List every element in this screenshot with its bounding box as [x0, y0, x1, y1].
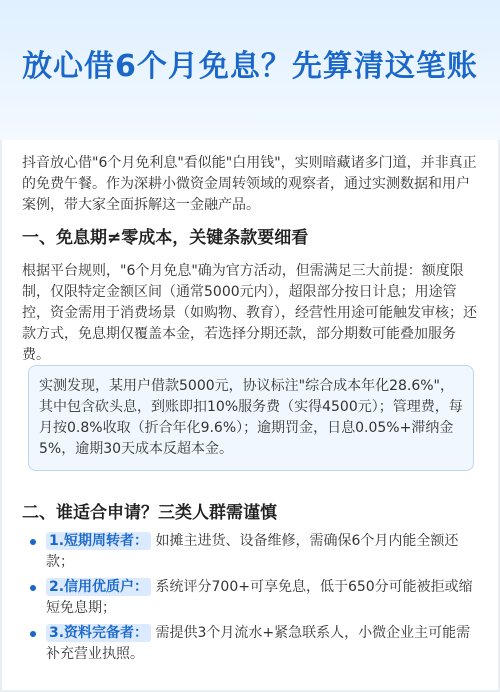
header-banner: [0, 0, 500, 140]
list-item: [28, 531, 480, 573]
list-item-tag: 1.短期周转者：: [46, 532, 151, 550]
callout-text: 实测发现，某用户借款5000元，协议标注"综合成本年化28.6%"，其中包含砍头息，到账即扣10%服务费（实得4500元）；管理费，每月按0.8%收取（折合年化9.6%）；逾期罚金，日息0.05%+滞纳金5%，逾期30天成本反超本金。: [39, 378, 463, 457]
list-item: [28, 623, 480, 665]
intro-paragraph: 抖音放心借"6个月免利息"看似能"白用钱"，实则暗藏诸多门道，并非真正的免费午餐。作为深耕小微资金周转领域的观察者，通过实测数据和用户案例，带大家全面拆解这一金融产品。: [22, 155, 477, 213]
bullet-icon: [30, 585, 36, 591]
list-item-text: 需提供3个月流水+紧急联系人，小微企业主可能需补充营业执照。: [46, 625, 471, 662]
list-item-text: 如摊主进货、设备维修，需确保6个月内能全额还款；: [46, 533, 459, 570]
page-title: 放心借6个月免息？先算清这笔账: [22, 49, 478, 84]
section-1-body: 根据平台规则，"6个月免息"确为官方活动，但需满足三大前提：额度限制，仅限特定金额区间（通常5000元内），超限部分按日计息；用途管控，资金需用于消费场景（如购物、教育），经营性用途可能触发审核；还款方式，免息期仅覆盖本金，若选择分期还款，部分期数可能叠加服务费。: [22, 263, 477, 363]
list-item-text: 系统评分700+可享免息，低于650分可能被拒或缩短免息期；: [46, 579, 473, 616]
section-heading-1: 一、免息期≠零成本，关键条款要细看: [22, 228, 309, 248]
list-item-tag: 2.信用优质户：: [46, 578, 151, 596]
bullet-icon: [30, 539, 36, 545]
bullet-icon: [30, 631, 36, 637]
callout-box: [28, 365, 474, 471]
audience-list: [28, 531, 480, 669]
list-item: [28, 577, 480, 619]
list-item-tag: 3.资料完备者：: [46, 624, 151, 642]
section-heading-2: 二、谁适合申请？三类人群需谨慎: [22, 503, 277, 523]
